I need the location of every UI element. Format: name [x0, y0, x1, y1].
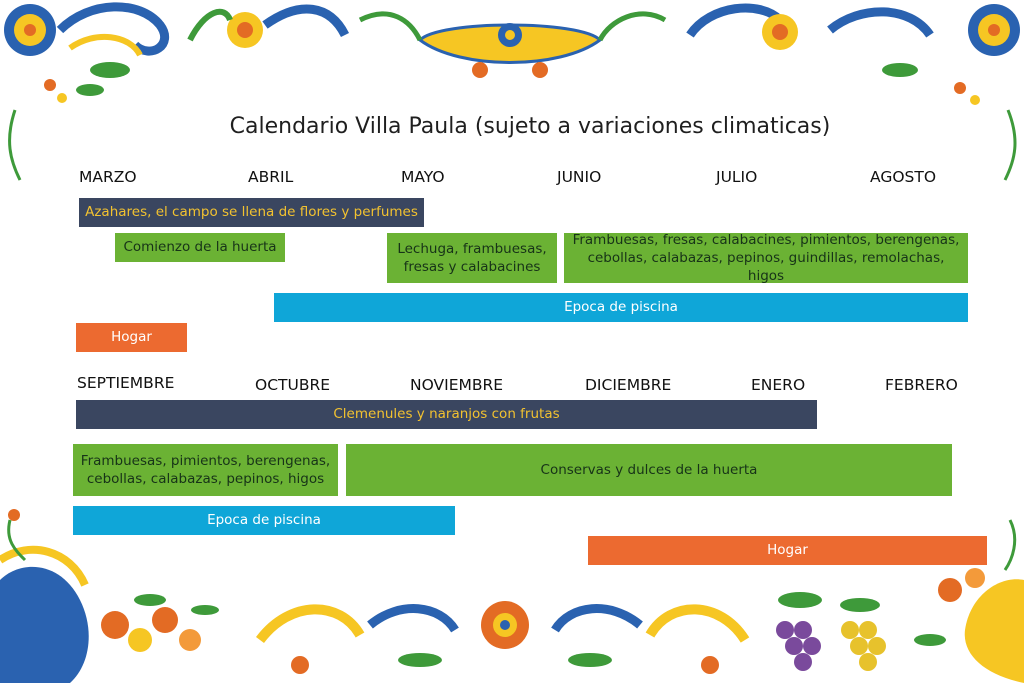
cornucopia-icon — [0, 509, 219, 683]
month-label: MAYO — [401, 168, 445, 186]
bar-label: Epoca de piscina — [207, 512, 321, 529]
bar-label: Comienzo de la huerta — [123, 239, 277, 256]
bar-label-line: Frambuesas, pimientos, berengenas, — [80, 452, 331, 469]
bar-clemenules — [76, 400, 817, 429]
bar-label: Clemenules y naranjos con frutas — [333, 406, 560, 423]
page-title: Calendario Villa Paula (sujeto a variaciones climaticas) — [229, 114, 831, 139]
bar-hogar-primavera — [76, 323, 187, 352]
month-label: NOVIEMBRE — [410, 376, 504, 394]
month-label: JULIO — [716, 168, 758, 186]
month-label: ABRIL — [248, 168, 294, 186]
bar-piscina-otono — [73, 506, 455, 535]
month-label: ENERO — [751, 376, 806, 394]
bar-label-line: cebollas, calabazas, pepinos, guindillas, remolachas, higos — [587, 249, 945, 285]
bar-label: Azahares, el campo se llena de flores y perfumes — [85, 204, 418, 221]
bar-label: Conservas y dulces de la huerta — [540, 461, 758, 478]
bar-lechuga — [387, 233, 557, 283]
bar-label: Epoca de piscina — [564, 299, 678, 316]
month-label: AGOSTO — [870, 168, 937, 186]
bar-hogar-invierno — [588, 536, 987, 565]
month-label: DICIEMBRE — [585, 376, 672, 394]
bar-piscina-verano — [274, 293, 968, 322]
month-label: JUNIO — [557, 168, 602, 186]
bar-comienzo-huerta — [115, 233, 285, 262]
bar-frambuesas-otono — [73, 444, 338, 496]
bar-label-line: fresas y calabacines — [403, 259, 541, 275]
month-label: SEPTIEMBRE — [77, 374, 175, 392]
bar-label-line: Lechuga, frambuesas, — [397, 240, 547, 257]
month-label: MARZO — [79, 168, 137, 186]
bar-label: Hogar — [767, 542, 808, 559]
bar-label: Hogar — [111, 329, 152, 346]
bar-frambuesas-verano — [564, 233, 968, 283]
bar-conservas — [346, 444, 952, 496]
month-label: FEBRERO — [885, 376, 958, 394]
bar-azahares — [79, 198, 424, 227]
bar-label-line: cebollas, calabazas, pepinos, higos — [86, 471, 325, 487]
bar-label-line: Frambuesas, fresas, calabacines, pimientos, berengenas, — [572, 231, 960, 248]
grapes-icon — [776, 592, 886, 671]
month-label: OCTUBRE — [255, 376, 331, 394]
